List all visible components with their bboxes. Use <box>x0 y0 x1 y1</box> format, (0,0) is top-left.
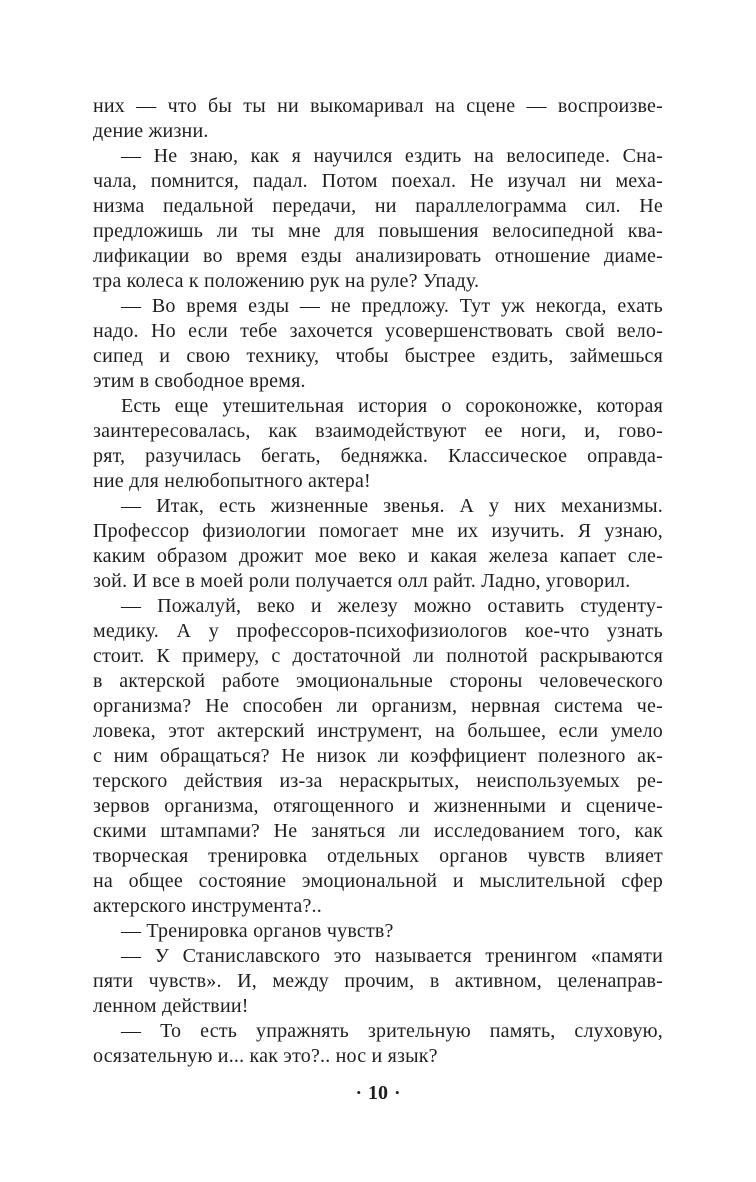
paragraph <box>93 394 663 494</box>
text-line: лификации во время езды анализировать отношение диаме- <box>93 245 663 267</box>
page-footer <box>0 1082 756 1105</box>
page-text-block <box>93 94 663 1069</box>
text-line: Профессор физиологии помогает мне их изучить. Я узнаю, <box>93 520 663 542</box>
text-line: пяти чувств». И, между прочим, в активном, целенаправ- <box>93 970 663 992</box>
text-line: низма педальной передачи, ни параллелограмма сил. Не <box>93 195 663 217</box>
text-line: — Не знаю, как я научился ездить на велосипеде. Сна- <box>121 145 663 167</box>
text-line: — Пожалуй, веко и железу можно оставить студенту- <box>121 595 663 617</box>
text-line: зой. И все в моей роли получается олл райт. Ладно, уговорил. <box>93 570 631 592</box>
text-line: творческая тренировка отдельных органов чувств влияет <box>93 845 663 867</box>
paragraph <box>93 944 663 1019</box>
footer-right-bullet: • <box>395 1085 400 1100</box>
text-line: сипед и свою технику, чтобы быстрее ездить, займешься <box>93 345 663 367</box>
text-line: надо. Но если тебе захочется усовершенствовать свой вело- <box>93 320 663 342</box>
text-line: этим в свободное время. <box>93 370 306 392</box>
text-line: них — что бы ты ни выкомаривал на сцене — воспроизве- <box>93 95 663 117</box>
paragraph <box>93 94 663 144</box>
text-line: — Итак, есть жизненные звенья. А у них механизмы. <box>121 495 663 517</box>
text-line: — То есть упражнять зрительную память, слуховую, <box>121 1020 663 1042</box>
paragraph <box>93 144 663 294</box>
text-line: ловека, этот актерский инструмент, на большее, если умело <box>93 720 663 742</box>
paragraph <box>93 919 663 944</box>
text-line: — Во время езды — не предложу. Тут уж некогда, ехать <box>121 295 663 317</box>
paragraph <box>93 1019 663 1069</box>
text-line: медику. А у профессоров-психофизиологов кое-что узнать <box>93 620 663 642</box>
text-line: в актерской работе эмоциональные стороны человеческого <box>93 670 663 692</box>
text-line: зервов организма, отягощенного и жизненными и сцениче- <box>93 795 663 817</box>
text-line: — Тренировка органов чувств? <box>121 920 394 942</box>
text-line: организма? Не способен ли организм, нервная система че- <box>93 695 663 717</box>
text-line: с ним обращаться? Не низок ли коэффициент полезного ак- <box>93 745 663 767</box>
text-line: терского действия из-за нераскрытых, неиспользуемых ре- <box>93 770 663 792</box>
text-line: стоит. К примеру, с достаточной ли полнотой раскрываются <box>93 645 663 667</box>
text-line: — У Станиславского это называется тренингом «памяти <box>121 945 663 967</box>
text-line: дение жизни. <box>93 120 209 142</box>
text-line: на общее состояние эмоциональной и мыслительной сфер <box>93 870 663 892</box>
text-line: Есть еще утешительная история о сороконожке, которая <box>121 395 663 417</box>
text-line: актерского инструмента?.. <box>93 895 322 917</box>
text-line: заинтересовалась, как взаимодействуют ее ноги, и, гово- <box>93 420 663 442</box>
footer-left-bullet: • <box>356 1085 361 1100</box>
text-line: предложишь ли ты мне для повышения велосипедной ква- <box>93 220 663 242</box>
page-number: 10 <box>368 1082 388 1104</box>
text-line: рят, разучилась бегать, бедняжка. Классическое оправда- <box>93 445 663 467</box>
paragraph <box>93 294 663 394</box>
paragraph <box>93 594 663 919</box>
paragraph <box>93 494 663 594</box>
text-line: осязательную и... как это?.. нос и язык? <box>93 1045 438 1067</box>
text-line: тра колеса к положению рук на руле? Упаду. <box>93 270 480 292</box>
text-line: ние для нелюбопытного актера! <box>93 470 371 492</box>
text-line: чала, помнится, падал. Потом поехал. Не изучал ни меха- <box>93 170 663 192</box>
text-line: каким образом дрожит мое веко и какая железа капает сле- <box>93 545 663 567</box>
text-line: скими штампами? Не заняться ли исследованием того, как <box>93 820 663 842</box>
text-line: ленном действии! <box>93 995 249 1017</box>
